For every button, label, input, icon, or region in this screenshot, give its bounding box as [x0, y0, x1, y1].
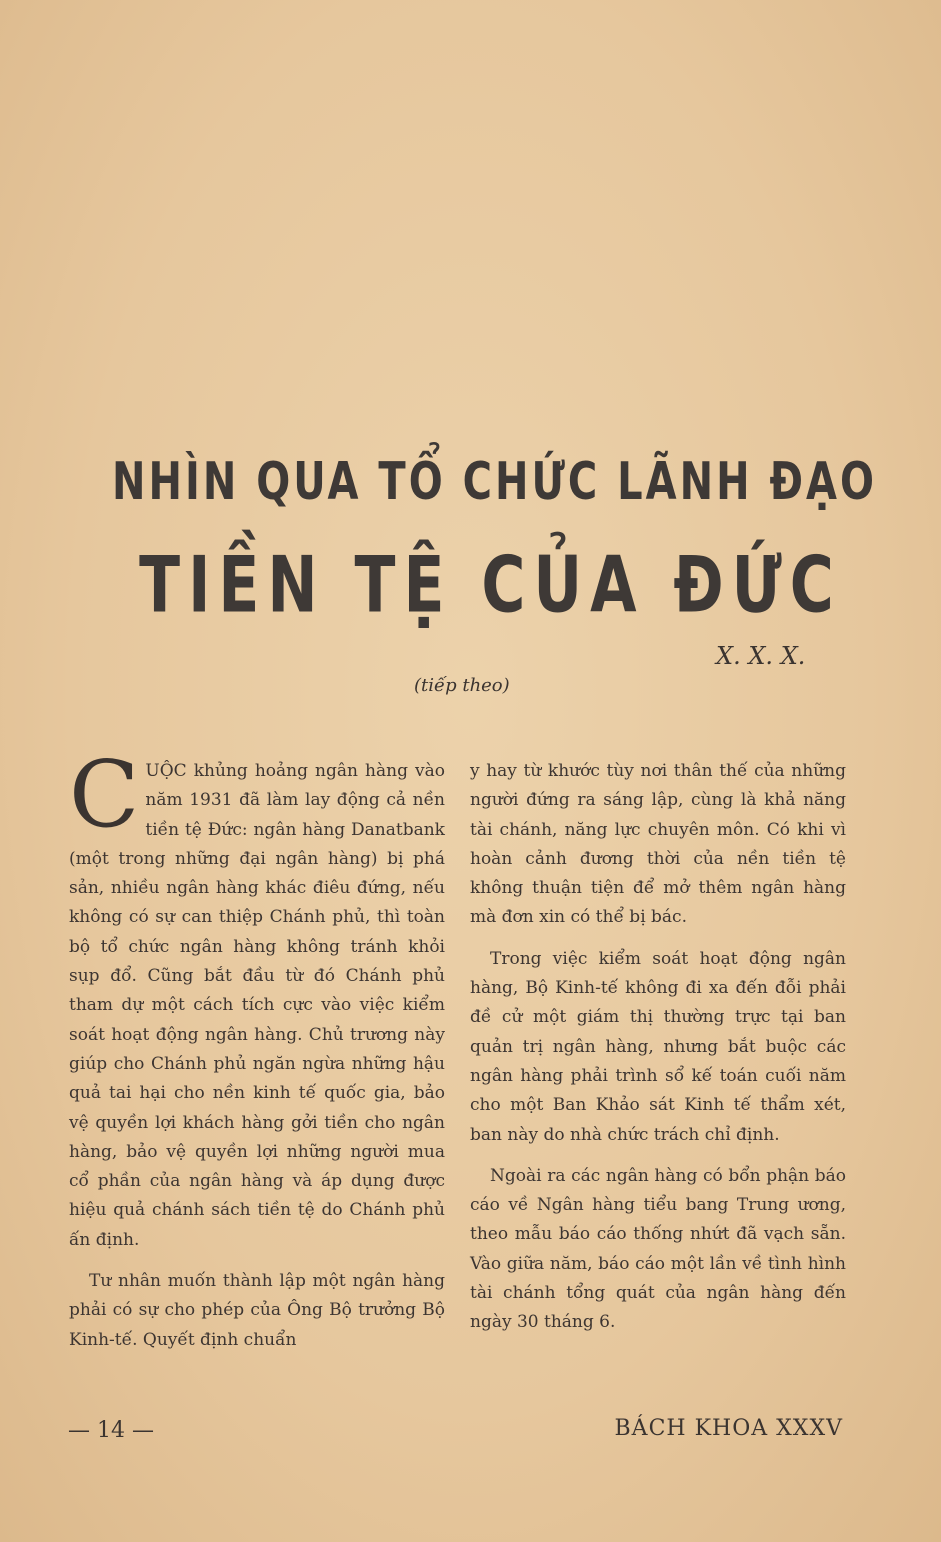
left-paragraph-1: [69, 741, 445, 1255]
article-author: X. X. X.: [716, 642, 806, 670]
right-paragraph-2: Trong việc kiểm soát hoạt động ngân hàng, Bộ Kinh-tế không đi xa đến đỗi phải đề cử một giám thị thường trực tại ban quản trị ngân hàng, nhưng bắt buộc các ngân hàng phải trình sổ kế toán cuối năm cho một Ban Khảo sát Kinh tế thẩm xét, ban này do nhà chức trách chỉ định.: [470, 948, 846, 1145]
left-paragraph-1-text: UỘC khủng hoảng ngân hàng vào năm 1931 đã làm lay động cả nền tiền tệ Đức: ngân hàng Danatbank (một trong những đại ngân hàng) bị phá sản, nhiều ngân hàng khác điêu đứng, nếu không có sự can thiệp Chánh phủ, thì toàn bộ tổ chức ngân hàng không tránh khỏi sụp đổ. Cũng bắt đầu từ đó Chánh phủ tham dự một cách tích cực vào việc kiểm soát hoạt động ngân hàng. Chủ trương này giúp cho Chánh phủ ngăn ngừa những hậu quả tai hại cho nền kinh tế quốc gia, bảo vệ quyền lợi khách hàng gởi tiền cho ngân hàng, bảo vệ quyền lợi những người mua cổ phần của ngân hàng và áp dụng được hiệu quả chánh sách tiền tệ do Chánh phủ ấn định.: [69, 761, 445, 1250]
drop-cap: C: [69, 741, 140, 848]
left-column: [69, 741, 445, 1367]
right-paragraph-1: y hay từ khước tùy nơi thân thế của những người đứng ra sáng lập, cùng là khả năng tài chánh, năng lực chuyên môn. Có khi vì hoàn cảnh đương thời của nền tiền tệ không thuận tiện để mở thêm ngân hàng mà đơn xin có thể bị bác.: [470, 761, 846, 928]
article-title-line-1: NHÌN QUA TỔ CHỨC LÃNH ĐẠO: [112, 452, 877, 512]
article-subtitle: (tiếp theo): [414, 675, 510, 696]
right-column: [470, 757, 846, 1350]
page-number: — 14 —: [68, 1418, 154, 1443]
publication-name: BÁCH KHOA XXXV: [614, 1416, 843, 1441]
left-paragraph-2: Tư nhân muốn thành lập một ngân hàng phải có sự cho phép của Ông Bộ trưởng Bộ Kinh-tế. Quyết định chuẩn: [69, 1271, 445, 1350]
right-paragraph-3: Ngoài ra các ngân hàng có bổn phận báo cáo về Ngân hàng tiểu bang Trung ương, theo mẫu báo cáo thống nhứt đã vạch sẵn. Vào giữa năm, báo cáo một lần về tình hình tài chánh tổng quát của ngân hàng đến ngày 30 tháng 6.: [470, 1165, 846, 1333]
article-title-line-2: TIỀN TỆ CỦA ĐỨC: [139, 540, 842, 631]
